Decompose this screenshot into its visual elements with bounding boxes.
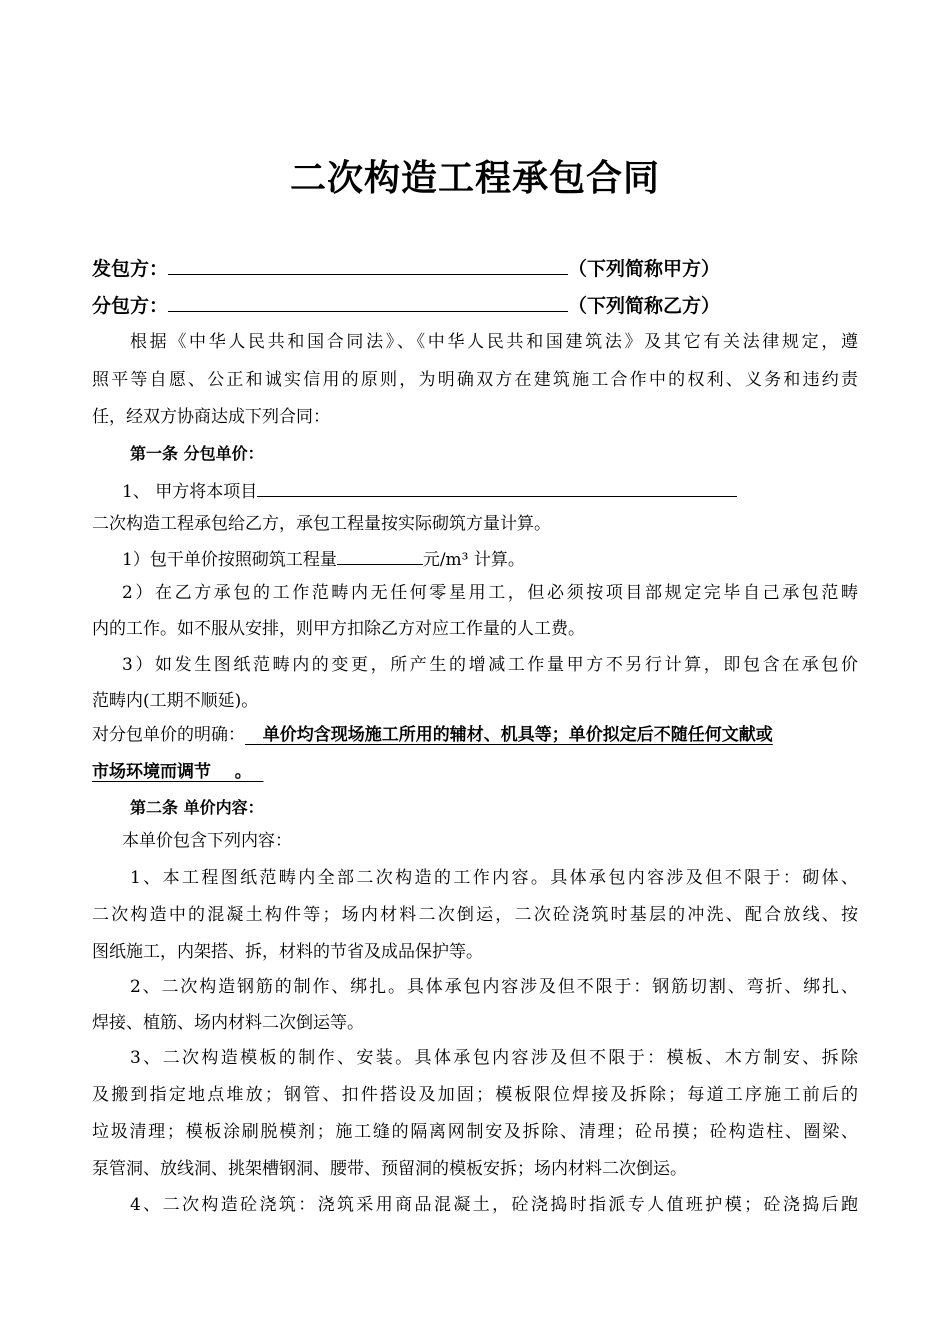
- clarify-text-1: [245, 725, 773, 745]
- page-title: 二次构造工程承包合同: [289, 158, 660, 199]
- clarify-label: 对分包单价的明确：: [92, 725, 245, 745]
- article-2-intro: 本单价包含下列内容：: [122, 831, 292, 851]
- contractor-line: [92, 292, 720, 318]
- article-2-item-2-line-2: 焊接、植筋、场内材料二次倒运等。: [92, 1013, 364, 1033]
- article-2-item-1-line-3: 图纸施工，内架搭、拆，材料的节省及成品保护等。: [92, 942, 483, 962]
- article-2-item-1-line-1: 1、本工程图纸范畴内全部二次构造的工作内容。具体承包内容涉及但不限于：砌体、: [130, 868, 858, 888]
- article-2-item-3-line-2: 及搬到指定地点堆放；钢管、扣件搭设及加固；模板限位焊接及拆除；每道工序施工前后的: [92, 1085, 858, 1105]
- article-2-item-3-line-3: 垃圾清理；模板涂刷脱模剂；施工缝的隔离网制安及拆除、清理；砼吊摸；砼构造柱、圈梁、: [92, 1122, 858, 1142]
- intro-line-3: 任，经双方协商达成下列合同：: [92, 407, 330, 427]
- article-2-heading: 第二条 单价内容：: [130, 798, 264, 817]
- article-2-item-1-line-2: 二次构造中的混凝土构件等；场内材料二次倒运，二次砼浇筑时基层的冲洗、配合放线、按: [92, 905, 858, 925]
- clarify-end: 。: [234, 762, 252, 782]
- contractor-blank[interactable]: [168, 292, 568, 312]
- article-2-item-3-line-1: 3、二次构造模板的制作、安装。具体承包内容涉及但不限于：模板、木方制安、拆除: [130, 1048, 858, 1068]
- article-1-sub-3-line-1: 3）如发生图纸范畴内的变更，所产生的增减工作量甲方不另行计算，即包含在承包价: [122, 655, 858, 675]
- article-1-sub-2-line-1: 2）在乙方承包的工作范畴内无任何零星用工，但必须按项目部规定完毕自己承包范畴: [122, 583, 858, 603]
- sub-1-suffix: 元/m³ 计算。: [422, 550, 525, 570]
- price-clarification-cont: [92, 760, 264, 784]
- clarify-text-2-value: 市场环境而调节: [92, 762, 211, 782]
- article-2-item-2-line-1: 2、二次构造钢筋的制作、绑扎。具体承包内容涉及但不限于：钢筋切割、弯折、绑扎、: [130, 977, 858, 997]
- price-clarification: [92, 723, 773, 747]
- article-1-sub-3-line-2: 范畴内(工期不顺延)。: [92, 691, 259, 711]
- contractor-label: 分包方：: [92, 295, 169, 317]
- article-1-item-1-cont: 二次构造工程承包给乙方，承包工程量按实际砌筑方量计算。: [92, 514, 551, 534]
- article-1-heading: 第一条 分包单价：: [130, 444, 264, 463]
- contractor-suffix: （下列简称乙方）: [568, 295, 721, 317]
- employer-suffix: （下列简称甲方）: [568, 258, 721, 280]
- unit-price-blank[interactable]: [337, 545, 423, 565]
- article-1-sub-1: [122, 545, 525, 572]
- clarify-text-1-value: 单价均含现场施工所用的辅材、机具等；单价拟定后不随任何文献或: [262, 725, 773, 745]
- project-name-blank[interactable]: [257, 477, 737, 497]
- article-1-item-1: [122, 477, 737, 504]
- intro-line-2: 照平等自愿、公正和诚实信用的原则，为明确双方在建筑施工合作中的权利、义务和违约责: [92, 370, 858, 390]
- item-1-prefix: 1、 甲方将本项目: [122, 482, 258, 502]
- employer-label: 发包方：: [92, 258, 169, 280]
- article-2-item-4-line-1: 4、二次构造砼浇筑：浇筑采用商品混凝土，砼浇捣时指派专人值班护模；砼浇捣后跑: [130, 1195, 858, 1215]
- article-2-item-3-line-4: 泵管洞、放线洞、挑架槽钢洞、腰带、预留洞的模板安拆；场内材料二次倒运。: [92, 1159, 687, 1179]
- intro-line-1: 根据《中华人民共和国合同法》、《中华人民共和国建筑法》及其它有关法律规定，遵: [130, 332, 858, 352]
- article-1-sub-2-line-2: 内的工作。如不服从安排，则甲方扣除乙方对应工作量的人工费。: [92, 619, 585, 639]
- employer-blank[interactable]: [168, 255, 568, 275]
- clarify-text-2: [92, 762, 264, 782]
- employer-line: [92, 255, 720, 281]
- sub-1-prefix: 1）包干单价按照砌筑工程量: [122, 550, 337, 570]
